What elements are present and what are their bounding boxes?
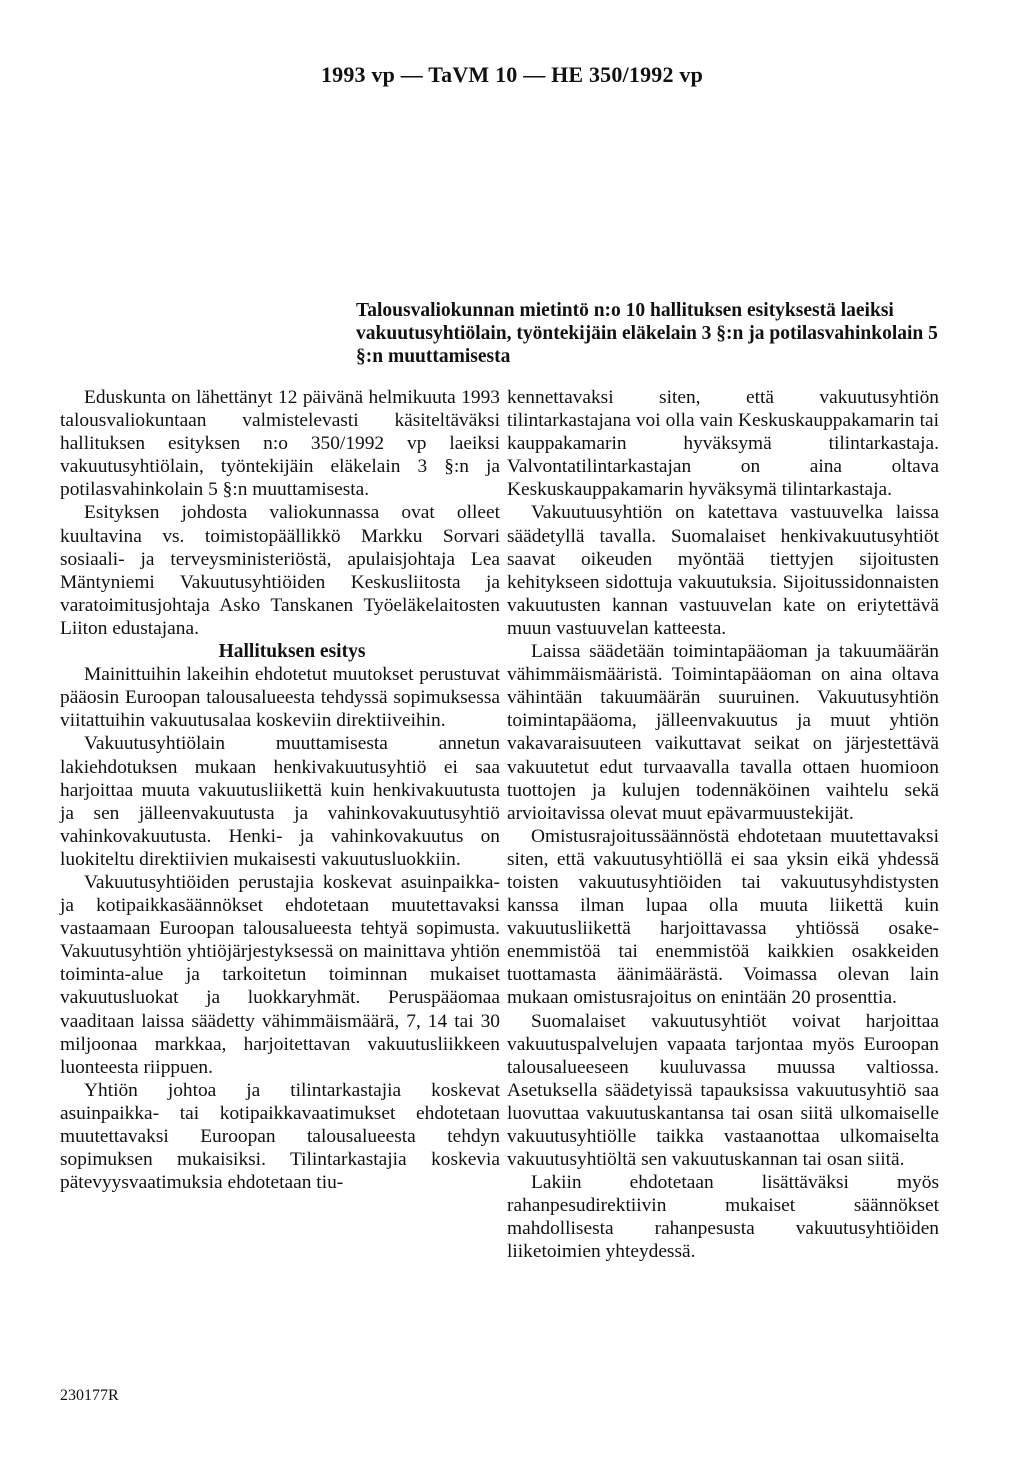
section-heading: Hallituksen esitys: [218, 641, 366, 663]
paragraph: Vakuutusyhtiölain muuttamisesta annetun lakiehdotuksen mukaan henkivakuutusyhtiö ei saa harjoittaa muuta vakuutusliikettä kuin henkivakuutusta ja sen jälleenvakuutusta ja vahinkovakuutusyhtiö vahinkovakuutusta. Henki- ja vahinkovakuutus on luokiteltu direktiivien mukaisesti vakuutusluokkiin.: [60, 733, 500, 870]
paragraph: Mainittuihin lakeihin ehdotetut muutokset perustuvat pääosin Euroopan talousalueesta tehdyssä sopimuksessa viitattuihin vakuutusalaa koskeviin direktiiveihin.: [60, 664, 500, 732]
paragraph: Laissa säädetään toimintapääoman ja takuumäärän vähimmäismääristä. Toimintapääoman on aina oltava vähintään takuumäärän suuruinen. Vakuutusyhtiön toimintapääoma, jälleenvakuutus ja muut yhtiön vakavaraisuuteen vaikuttavat seikat on järjestettävä vakuutetut edut turvaavalla tavalla ottaen huomioon tuottojen ja kulujen todennäköinen vaihtelu sekä arvioitavissa olevat muut epävarmuustekijät.: [507, 641, 939, 824]
paragraph: Esityksen johdosta valiokunnassa ovat olleet kuultavina vs. toimistopäällikkö Markku Sorvari sosiaali- ja terveysministeriöstä, apulaisjohtaja Lea Mäntyniemi Vakuutusyhtiöiden Keskusliitosta ja varatoimitusjohtaja Asko Tanskanen Työeläkelaitosten Liiton edustajana.: [60, 502, 500, 639]
paragraph: Eduskunta on lähettänyt 12 päivänä helmikuuta 1993 talousvaliokuntaan valmistelevasti käsiteltäväksi hallituksen esityksen n:o 350/1992 vp laeiksi vakuutusyhtiölain, työntekijäin eläkelain 3 §:n ja potilasvahinkolain 5 §:n muuttamisesta.: [60, 387, 500, 501]
paragraph: Omistusrajoitussäännöstä ehdotetaan muutettavaksi siten, että vakuutusyhtiöllä ei saa yksin eikä yhdessä toisten vakuutusyhtiöiden tai vakuutusyhdistysten kanssa ilman lupaa olla muuta liikettä kuin vakuutusliikettä harjoittavassa yhtiössä osake-enemmistöä tai enemmistöä kaikkien osakkeiden tuottamasta äänimäärästä. Voimassa olevan lain mukaan omistusrajoitus on enintään 20 prosenttia.: [507, 825, 939, 1009]
paragraph: Vakuutusyhtiöiden perustajia koskevat asuinpaikka- ja kotipaikkasäännökset ehdotetaan muutettavaksi vastaamaan Euroopan talousalueesta tehtyä sopimusta. Vakuutusyhtiön yhtiöjärjestyksessä on mainittava yhtiön toiminta-alue ja tarkoitetun toiminnan mukaiset vakuutusluokat ja luokkaryhmät. Peruspääomaa vaaditaan laissa säädetty vähimmäismäärä, 7, 14 tai 30 miljoonaa markkaa, harjoitettavan vakuutusliikkeen luonteesta riippuen.: [60, 871, 500, 1078]
paragraph: Vakuutuusyhtiön on katettava vastuuvelka laissa säädetyllä tavalla. Suomalaiset henkivakuutusyhtiöt saavat oikeuden myöntää tiettyjen sijoitusten kehitykseen sidottuja vakuutuksia. Sijoitussidonnaisten vakuutusten kannan vastuuvelan kate on eriytettävä muun vastuuvelan katteesta.: [507, 502, 939, 639]
paragraph: Yhtiön johtoa ja tilintarkastajia koskevat asuinpaikka- tai kotipaikkavaatimukset ehdotetaan muutettavaksi Euroopan talousalueesta tehdyn sopimuksen mukaisiksi. Tilintarkastajia koskevia pätevyysvaatimuksia ehdotetaan tiu-: [60, 1079, 500, 1194]
footer-code: 230177R: [60, 1387, 119, 1404]
report-title: Talousvaliokunnan mietintö n:o 10 hallituksen esityksestä laeiksi vakuutusyhtiölain, työntekijäin eläkelain 3 §:n ja potilasvahinkolain 5 §:n muuttamisesta: [356, 300, 938, 367]
paragraph: Lakiin ehdotetaan lisättäväksi myös rahanpesudirektiivin mukaiset säännökset mahdollisesta rahanpesusta vakuutusyhtiöiden liiketoimien yhteydessä.: [507, 1172, 939, 1263]
paragraph-continuation: kennettavaksi siten, että vakuutusyhtiön tilintarkastajana voi olla vain Keskuskauppakamarin tai kauppakamarin hyväksymä tilintarkastaja. Valvontatilintarkastajan on aina oltava Keskuskauppakamarin hyväksymä tilintarkastaja.: [507, 387, 939, 501]
page-header: 1993 vp — TaVM 10 — HE 350/1992 vp: [320, 62, 704, 87]
left-column: [60, 386, 500, 1194]
right-column: [507, 386, 939, 1264]
paragraph: Suomalaiset vakuutusyhtiöt voivat harjoittaa vakuutuspalvelujen vapaata tarjontaa myös Euroopan talousalueeseen kuuluvassa muussa valtiossa. Asetuksella säädetyissä tapauksissa vakuutusyhtiö saa luovuttaa vakuutuskantansa tai osan siitä ulkomaiselle vakuutusyhtiölle taikka vastaanottaa ulkomaiselta vakuutusyhtiöltä sen vakuutuskannan tai osan siitä.: [507, 1010, 939, 1171]
